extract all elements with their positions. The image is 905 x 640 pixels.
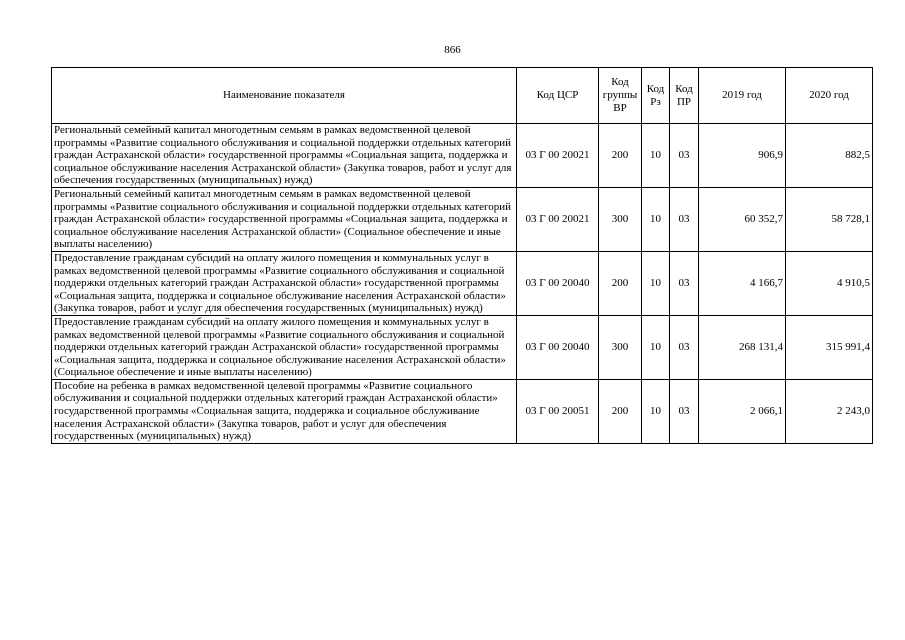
header-pr-line2: ПР bbox=[676, 95, 692, 108]
row-csr-code: 03 Г 00 20021 bbox=[517, 187, 599, 251]
table-row bbox=[52, 187, 873, 251]
row-2019-value: 268 131,4 bbox=[699, 315, 786, 379]
row-csr-code: 03 Г 00 20051 bbox=[517, 379, 599, 443]
row-vr-code: 200 bbox=[599, 124, 642, 188]
row-rz-code: 10 bbox=[642, 379, 670, 443]
header-csr: Код ЦСР bbox=[517, 68, 599, 124]
row-vr-code: 200 bbox=[599, 251, 642, 315]
row-name: Региональный семейный капитал многодетным семьям в рамках ведомственной целевой программы «Развитие социального обслуживания и социальной поддержки отдельных категорий граждан Астраханской области» государственной программы «Социальная защита, поддержка и социальное обслуживание населения Астраханской области» (Закупка товаров, работ и услуг для обеспечения государственных (муниципальных) нужд) bbox=[52, 124, 517, 188]
row-name: Пособие на ребенка в рамках ведомственной целевой программы «Развитие социального обслуживания и социальной поддержки отдельных категорий граждан Астраханской области» государственной программы «Социальная защита, поддержка и социальное обслуживание населения Астраханской области» (Закупка товаров, работ и услуг для обеспечения государственных (муниципальных) нужд) bbox=[52, 379, 517, 443]
header-2019: 2019 год bbox=[699, 68, 786, 124]
row-2019-value: 2 066,1 bbox=[699, 379, 786, 443]
table-row bbox=[52, 379, 873, 443]
row-vr-code: 300 bbox=[599, 315, 642, 379]
row-rz-code: 10 bbox=[642, 315, 670, 379]
row-vr-code: 200 bbox=[599, 379, 642, 443]
header-pr-line1: Код bbox=[675, 82, 693, 95]
table-row bbox=[52, 315, 873, 379]
header-rz-line2: Рз bbox=[650, 95, 661, 108]
table-row bbox=[52, 251, 873, 315]
header-pr bbox=[670, 68, 699, 124]
row-2020-value: 4 910,5 bbox=[786, 251, 873, 315]
row-2019-value: 906,9 bbox=[699, 124, 786, 188]
row-2020-value: 58 728,1 bbox=[786, 187, 873, 251]
row-2020-value: 315 991,4 bbox=[786, 315, 873, 379]
row-rz-code: 10 bbox=[642, 124, 670, 188]
row-name: Предоставление гражданам субсидий на оплату жилого помещения и коммунальных услуг в рамках ведомственной целевой программы «Развитие социального обслуживания и социальной поддержки отдельных категорий граждан Астраханской области» государственной программы «Социальная защита, поддержка и социальное обслуживание населения Астраханской области» (Закупка товаров, работ и услуг для обеспечения государственных (муниципальных) нужд) bbox=[52, 251, 517, 315]
row-csr-code: 03 Г 00 20040 bbox=[517, 315, 599, 379]
row-pr-code: 03 bbox=[670, 124, 699, 188]
table-row bbox=[52, 124, 873, 188]
header-rz-line1: Код bbox=[646, 82, 665, 95]
row-2019-value: 60 352,7 bbox=[699, 187, 786, 251]
row-name: Региональный семейный капитал многодетным семьям в рамках ведомственной целевой программы «Развитие социального обслуживания и социальной поддержки отдельных категорий граждан Астраханской области» государственной программы «Социальная защита, поддержка и социальное обслуживание населения Астраханской области» (Социальное обеспечение и иные выплаты населению) bbox=[52, 187, 517, 251]
header-vr-line1: Код bbox=[611, 76, 629, 88]
row-2020-value: 2 243,0 bbox=[786, 379, 873, 443]
row-vr-code: 300 bbox=[599, 187, 642, 251]
row-pr-code: 03 bbox=[670, 315, 699, 379]
row-pr-code: 03 bbox=[670, 379, 699, 443]
row-pr-code: 03 bbox=[670, 187, 699, 251]
header-rz bbox=[642, 68, 670, 124]
header-2020: 2020 год bbox=[786, 68, 873, 124]
header-row bbox=[52, 68, 873, 124]
header-vr-line3: ВР bbox=[613, 102, 627, 114]
row-2020-value: 882,5 bbox=[786, 124, 873, 188]
row-pr-code: 03 bbox=[670, 251, 699, 315]
header-vr-line2: группы bbox=[602, 89, 638, 101]
row-rz-code: 10 bbox=[642, 251, 670, 315]
row-csr-code: 03 Г 00 20021 bbox=[517, 124, 599, 188]
header-vr bbox=[599, 68, 642, 124]
budget-table bbox=[51, 67, 873, 444]
row-rz-code: 10 bbox=[642, 187, 670, 251]
row-name: Предоставление гражданам субсидий на оплату жилого помещения и коммунальных услуг в рамках ведомственной целевой программы «Развитие социального обслуживания и социальной поддержки отдельных категорий граждан Астраханской области» государственной программы «Социальная защита, поддержка и социальное обслуживание населения Астраханской области» (Социальное обеспечение и иные выплаты населению) bbox=[52, 315, 517, 379]
header-name: Наименование показателя bbox=[52, 68, 517, 124]
row-2019-value: 4 166,7 bbox=[699, 251, 786, 315]
page-number: 866 bbox=[444, 44, 461, 56]
row-csr-code: 03 Г 00 20040 bbox=[517, 251, 599, 315]
